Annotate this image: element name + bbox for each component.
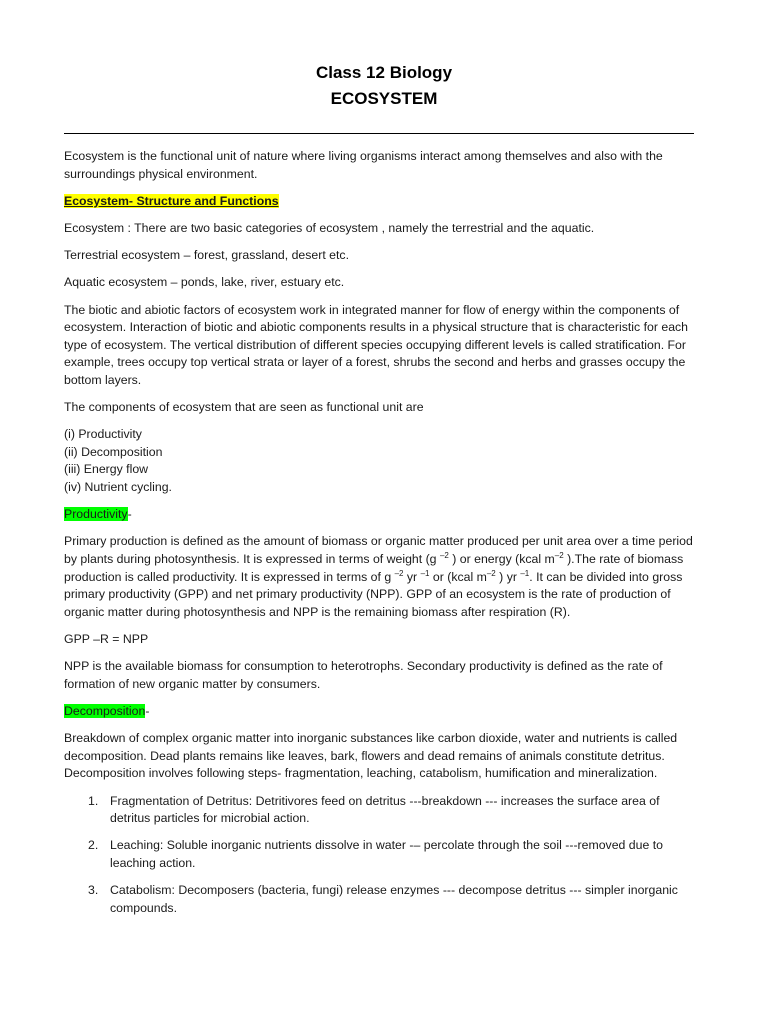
superscript: –1 [520,568,530,578]
superscript: –2 [486,568,496,578]
list-item: (iv) Nutrient cycling. [64,480,172,495]
list-item-text: Catabolism: Decomposers (bacteria, fungi) release enzymes --- decompose detritus --- simpler inorganic compounds. [110,883,678,915]
list-item [64,837,696,872]
decomposition-heading-line [64,703,696,721]
document-body [64,148,696,927]
equation: GPP –R = NPP [64,632,149,646]
heading-dash: - [127,507,132,522]
functional-units-list [64,426,696,496]
text-run: Primary production is defined as the amount of biomass or organic matter produced per unit area over a time period by plants during photosynthesis. It is expressed in terms of weight (g [64,534,693,567]
structure-functions-heading: Ecosystem- Structure and Functions [64,193,279,208]
text-run: . It can be divided into gross primary productivity (GPP) and net primary productivity (NPP). GPP of an ecosystem is the rate of production of organic matter during photosynthesis and NPP is the remaining biomass after respiration (R). [64,569,683,619]
list-number: 1. [88,793,99,808]
title-line-2: ECOSYSTEM [330,89,438,108]
decomposition-paragraph: Breakdown of complex organic matter into inorganic substances like carbon dioxide, water and nutrients is called decomposition. Dead plants remains like leaves, bark, flowers and dead remains of animals constitute detritus. Decomposition involves following steps- fragmentation, leaching, catabolism, humification and mineralization. [64,731,678,781]
list-item: (ii) Decomposition [64,444,163,459]
list-number: 3. [88,883,99,898]
categories-paragraph: Ecosystem : There are two basic categories of ecosystem , namely the terrestrial and the aquatic. [64,220,595,235]
heading-dash: - [145,703,150,718]
document-title [0,60,768,112]
list-item: (iii) Energy flow [64,462,149,477]
components-paragraph: The components of ecosystem that are seen as functional unit are [64,400,424,415]
list-item-text: Leaching: Soluble inorganic nutrients dissolve in water -– percolate through the soil ---removed due to leaching action. [110,838,663,870]
productivity-heading: Productivity [64,507,128,522]
list-item [64,882,696,917]
text-run: ) yr [495,569,521,584]
text-run: ).The rate of biomass production is called productivity. It is expressed in terms of g [64,552,684,584]
productivity-paragraph [64,533,696,621]
terrestrial-paragraph: Terrestrial ecosystem – forest, grassland, desert etc. [64,248,349,263]
decomposition-heading: Decomposition [64,703,146,718]
text-run: ) or energy (kcal m [448,552,555,567]
list-item-text: Fragmentation of Detritus: Detritivores feed on detritus ---breakdown --- increases the surface area of detritus particles for microbial action. [110,793,660,826]
text-run: or (kcal m [429,569,487,584]
list-number: 2. [88,838,99,853]
aquatic-paragraph: Aquatic ecosystem – ponds, lake, river, estuary etc. [64,275,345,290]
biotic-abiotic-paragraph: The biotic and abiotic factors of ecosystem work in integrated manner for flow of energy within the components of ecosystem. Interaction of biotic and abiotic components results in a physical structure that is characteristic for each type of ecosystem. The vertical distribution of different species occupying different levels is called stratification. For example, trees occupy top vertical strata or layer of a forest, shrubs the second and herbs and grasses occupy the bottom layers. [64,302,689,387]
decomposition-steps-list [64,793,696,918]
title-divider [64,133,694,134]
list-item [64,793,696,828]
text-run: yr [403,569,421,584]
title-line-1: Class 12 Biology [315,63,453,82]
superscript: –1 [420,568,430,578]
section-heading [64,193,696,211]
productivity-heading-line [64,506,696,524]
npp-paragraph: NPP is the available biomass for consumption to heterotrophs. Secondary productivity is defined as the rate of formation of new organic matter by consumers. [64,659,663,691]
superscript: –2 [439,550,449,560]
superscript: –2 [554,550,564,560]
intro-paragraph: Ecosystem is the functional unit of nature where living organisms interact among themselves and also with the surroundings physical environment. [64,149,663,181]
superscript: –2 [394,568,404,578]
list-item: (i) Productivity [64,427,142,442]
